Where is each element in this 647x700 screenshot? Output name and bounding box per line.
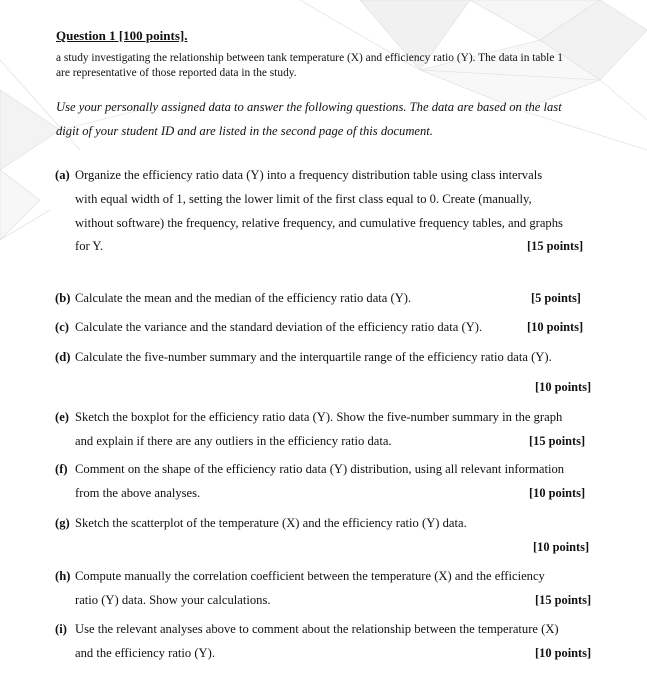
- question-line: Calculate the five-number summary and the interquartile range of the efficiency ratio data (Y).: [75, 350, 552, 364]
- question-label: (g): [55, 516, 70, 530]
- question-label: (e): [55, 410, 69, 424]
- question-label: (d): [55, 350, 71, 364]
- question-line: for Y.: [75, 239, 103, 253]
- instructions-line-2: digit of your student ID and are listed in the second page of this document.: [56, 124, 433, 138]
- points-d: [10 points]: [535, 380, 592, 394]
- question-line: Use the relevant analyses above to comment about the relationship between the temperature (X): [75, 622, 559, 636]
- points-g: [10 points]: [533, 540, 590, 554]
- question-line: and explain if there are any outliers in the efficiency ratio data.: [75, 434, 392, 448]
- question-title: Question 1 [100 points].: [56, 28, 188, 43]
- question-line: ratio (Y) data. Show your calculations.: [75, 593, 271, 607]
- question-label: (f): [55, 462, 68, 476]
- question-line: Comment on the shape of the efficiency ratio data (Y) distribution, using all relevant information: [75, 462, 565, 476]
- intro-line-2: are representative of those reported data in the study.: [56, 67, 297, 79]
- points-f: [10 points]: [529, 486, 586, 500]
- question-label: (b): [55, 291, 71, 305]
- points-e: [15 points]: [529, 434, 586, 448]
- points-h: [15 points]: [535, 593, 592, 607]
- question-line: and the efficiency ratio (Y).: [75, 646, 215, 660]
- question-line: Organize the efficiency ratio data (Y) into a frequency distribution table using class intervals: [75, 168, 543, 182]
- question-line: Calculate the mean and the median of the efficiency ratio data (Y).: [75, 291, 412, 305]
- question-line: Calculate the variance and the standard deviation of the efficiency ratio data (Y).: [75, 320, 483, 334]
- question-line: Compute manually the correlation coefficient between the temperature (X) and the efficiency: [75, 569, 545, 583]
- instructions-line-1: Use your personally assigned data to answer the following questions. The data are based on the last: [56, 100, 562, 114]
- question-line: without software) the frequency, relative frequency, and cumulative frequency tables, and graphs: [75, 216, 563, 230]
- intro-line-1: a study investigating the relationship between tank temperature (X) and efficiency ratio (Y). The data in table 1: [56, 52, 563, 64]
- points-c: [10 points]: [527, 320, 584, 334]
- question-line: Sketch the boxplot for the efficiency ratio data (Y). Show the five-number summary in the graph: [75, 410, 563, 424]
- points-i: [10 points]: [535, 646, 592, 660]
- question-label: (a): [55, 168, 70, 182]
- question-label: (i): [55, 622, 67, 636]
- points-b: [5 points]: [531, 291, 581, 305]
- question-label: (c): [55, 320, 69, 334]
- points-a: [15 points]: [527, 239, 584, 253]
- question-line: Sketch the scatterplot of the temperature (X) and the efficiency ratio (Y) data.: [75, 516, 467, 530]
- question-line: from the above analyses.: [75, 486, 201, 500]
- question-line: with equal width of 1, setting the lower limit of the first class equal to 0. Create (manually,: [75, 192, 532, 206]
- question-label: (h): [55, 569, 71, 583]
